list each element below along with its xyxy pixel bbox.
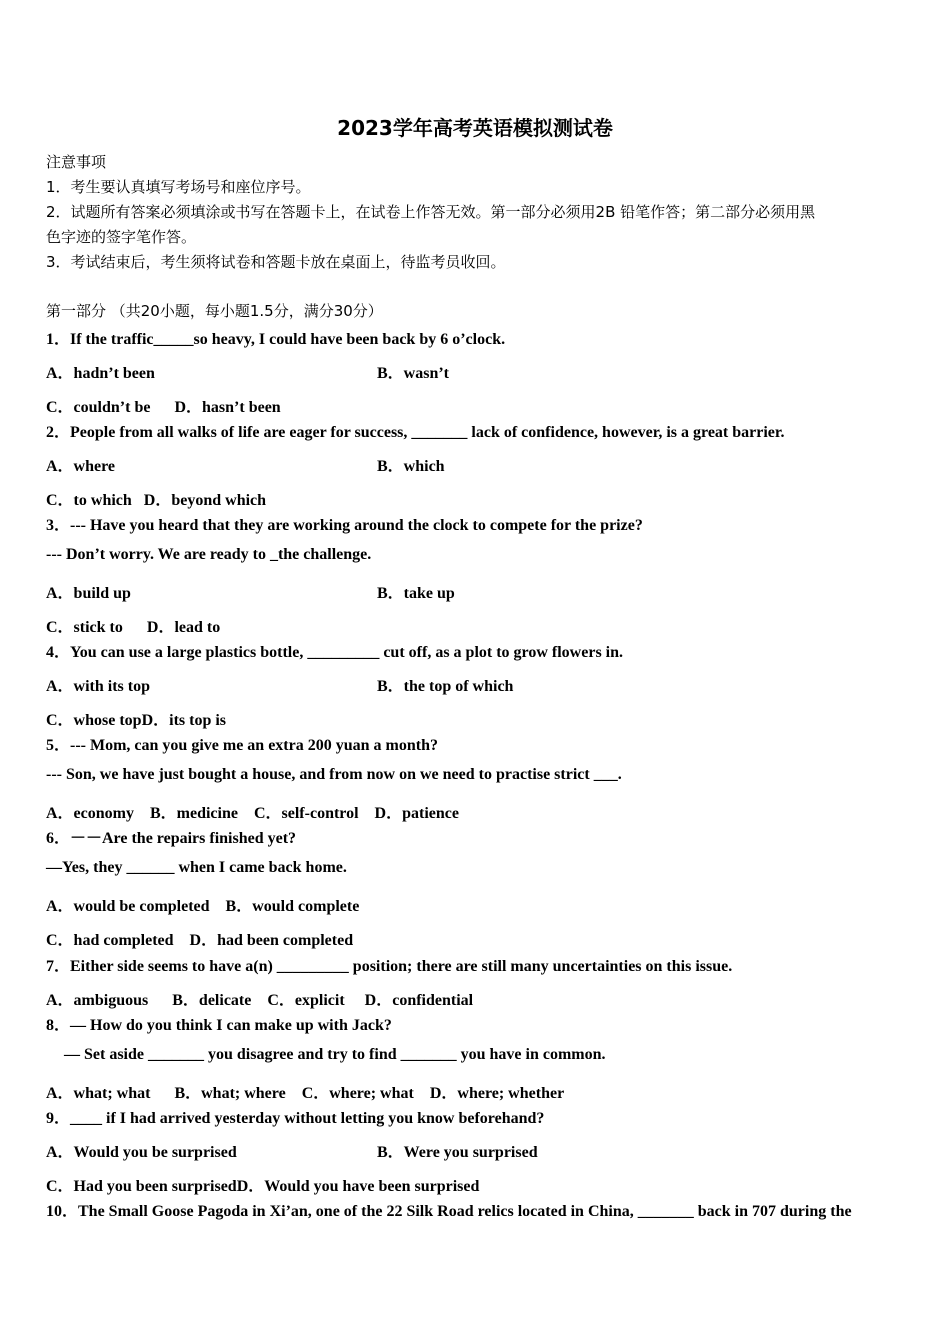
- option-b: B．take up: [377, 585, 455, 602]
- question-stem: 8．— How do you think I can make up with Jack?: [46, 1017, 392, 1034]
- options-a-d: A．economy B．medicine C．self-control D．patience: [46, 805, 459, 822]
- question-stem: 6．－－Are the repairs finished yet?: [46, 830, 297, 847]
- options-c-d: C．whose topD．its top is: [46, 712, 227, 729]
- question-stem: 10．The Small Goose Pagoda in Xi’an, one of the 22 Silk Road relics located in China, _______ back in 707 during the: [46, 1203, 852, 1220]
- page-title: 2023学年高考英语模拟测试卷: [337, 116, 613, 140]
- question-stem-reply: --- Don’t worry. We are ready to _the challenge.: [46, 546, 372, 563]
- option-b: B．the top of which: [377, 678, 514, 695]
- question-stem: 1．If the traffic_____so heavy, I could have been back by 6 o’clock.: [46, 331, 506, 348]
- options-a-b: A．would be completed B．would complete: [46, 898, 360, 915]
- question-stem: 3．--- Have you heard that they are working around the clock to compete for the prize?: [46, 517, 643, 534]
- notice-item: 2．试题所有答案必须填涂或书写在答题卡上，在试卷上作答无效。第一部分必须用2B 铅笔作答；第二部分必须用黑: [46, 203, 816, 221]
- option-b: B．which: [377, 458, 445, 475]
- options-c-d: C．couldn’t be D．hasn’t been: [46, 399, 281, 416]
- question-stem: 2．People from all walks of life are eager for success, _______ lack of confidence, however, is a great barrier.: [46, 424, 785, 441]
- option-a: A．where: [46, 458, 116, 475]
- section-heading: 第一部分 （共20小题，每小题1.5分，满分30分）: [46, 302, 383, 320]
- notice-item: 3．考试结束后，考生须将试卷和答题卡放在桌面上，待监考员收回。: [46, 253, 506, 271]
- notice-item: 1．考生要认真填写考场号和座位序号。: [46, 178, 311, 196]
- options-a-d: A．ambiguous B．delicate C．explicit D．confidential: [46, 992, 474, 1009]
- option-b: B．Were you surprised: [377, 1144, 538, 1161]
- options-c-d: C．Had you been surprisedD．Would you have been surprised: [46, 1178, 480, 1195]
- question-stem-reply: --- Son, we have just bought a house, and from now on we need to practise strict ___.: [46, 766, 622, 783]
- option-a: A．build up: [46, 585, 131, 602]
- question-stem-reply: — Set aside _______ you disagree and try to find _______ you have in common.: [64, 1046, 606, 1063]
- options-a-d: A．what; what B．what; where C．where; what D．where; whether: [46, 1085, 565, 1102]
- question-stem: 9．____ if I had arrived yesterday without letting you know beforehand?: [46, 1110, 545, 1127]
- question-stem-reply: —Yes, they ______ when I came back home.: [46, 859, 347, 876]
- notice-item: 色字迹的签字笔作答。: [46, 228, 197, 246]
- options-c-d: C．to which D．beyond which: [46, 492, 267, 509]
- option-a: A．with its top: [46, 678, 151, 695]
- option-b: B．wasn’t: [377, 365, 450, 382]
- option-a: A．Would you be surprised: [46, 1144, 237, 1161]
- options-c-d: C．stick to D．lead to: [46, 619, 221, 636]
- option-a: A．hadn’t been: [46, 365, 155, 382]
- question-stem: 5．--- Mom, can you give me an extra 200 yuan a month?: [46, 737, 438, 754]
- question-stem: 7．Either side seems to have a(n) _________ position; there are still many uncertainties on this issue.: [46, 958, 733, 975]
- options-c-d: C．had completed D．had been completed: [46, 932, 354, 949]
- notice-heading: 注意事项: [46, 153, 107, 171]
- question-stem: 4．You can use a large plastics bottle, _________ cut off, as a plot to grow flowers in.: [46, 644, 624, 661]
